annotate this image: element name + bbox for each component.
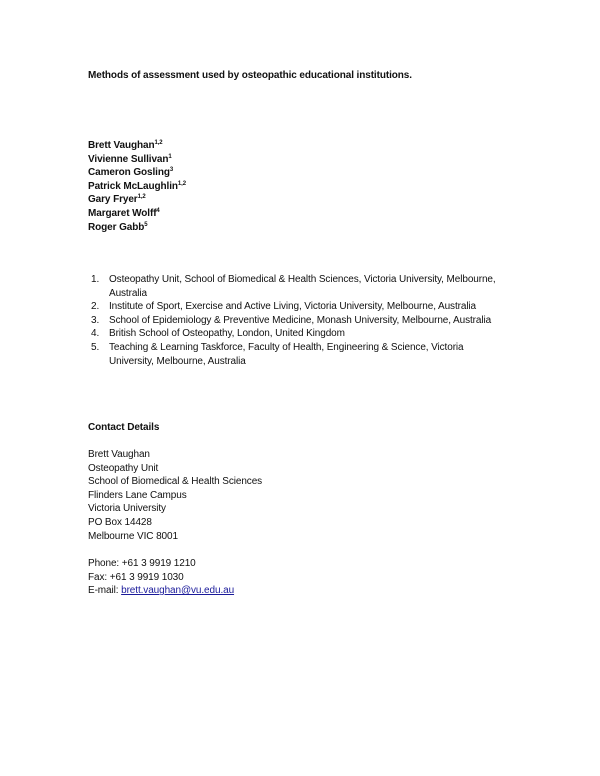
author-name: Cameron Gosling <box>88 167 170 179</box>
affiliation-text: Institute of Sport, Exercise and Active Living, Victoria University, Melbourne, Australia <box>109 301 477 313</box>
fax-label: Fax: <box>88 571 108 583</box>
affiliation-number: 1. <box>91 274 100 285</box>
affiliation-number: 5. <box>91 341 100 353</box>
affiliation-text: Teaching & Learning Taskforce, Faculty of Health, Engineering & Science, Victoria University, Melbourne, Australia <box>109 341 464 367</box>
author-affiliation-sup: 1 <box>168 153 172 160</box>
author-3 <box>88 166 186 180</box>
author-name: Roger Gabb <box>88 221 145 233</box>
author-affiliation-sup: 5 <box>144 221 148 228</box>
author-name: Patrick McLaughlin <box>88 180 178 192</box>
affiliation-text: British School of Osteopathy, London, United Kingdom <box>109 328 345 340</box>
phone-label: Phone: <box>88 558 120 569</box>
author-affiliation-sup: 3 <box>169 167 174 174</box>
contact-heading: Contact Details <box>88 422 160 433</box>
affiliation-item <box>88 300 498 314</box>
author-2 <box>88 153 186 167</box>
paper-title: Methods of assessment used by osteopathic educational institutions. <box>88 70 412 81</box>
affiliation-number: 2. <box>91 301 100 313</box>
author-affiliation-sup: 1,2 <box>177 180 186 187</box>
address-line: PO Box 14428 <box>88 516 152 528</box>
phone-row <box>88 557 234 571</box>
address-line: Osteopathy Unit <box>88 462 159 474</box>
affiliation-text: School of Epidemiology & Preventive Medicine, Monash University, Melbourne, Australia <box>109 314 492 326</box>
fax-number: +61 3 9919 1030 <box>109 571 184 583</box>
address-line: Melbourne VIC 8001 <box>88 530 178 542</box>
author-4 <box>88 180 186 194</box>
author-affiliation-sup: 1,2 <box>154 140 163 146</box>
author-name: Gary Fryer <box>88 194 138 206</box>
author-1 <box>88 139 186 153</box>
affiliation-item <box>88 314 498 328</box>
email-link[interactable]: brett.vaughan@vu.edu.au <box>121 585 235 597</box>
address-line: Flinders Lane Campus <box>88 489 187 501</box>
author-name: Margaret Wolff <box>88 207 157 219</box>
author-list <box>88 139 186 234</box>
author-5 <box>88 193 186 207</box>
contact-address <box>88 448 262 543</box>
address-line: School of Biomedical & Health Sciences <box>88 476 263 488</box>
contact-numbers <box>88 557 234 598</box>
affiliation-item <box>88 341 498 368</box>
affiliation-item <box>88 273 498 300</box>
author-name: Vivienne Sullivan <box>88 153 169 165</box>
author-7 <box>88 221 186 235</box>
fax-row <box>88 571 234 585</box>
address-line: Victoria University <box>88 503 166 515</box>
author-affiliation-sup: 4 <box>156 207 160 214</box>
affiliation-number: 3. <box>91 314 100 326</box>
affiliation-number: 4. <box>91 328 100 340</box>
affiliation-item <box>88 327 498 341</box>
affiliation-list <box>88 273 498 368</box>
author-name: Brett Vaughan <box>88 140 155 151</box>
phone-number: +61 3 9919 1210 <box>121 558 196 569</box>
address-line: Brett Vaughan <box>88 449 150 460</box>
email-row <box>88 584 234 598</box>
email-label: E-mail: <box>88 585 119 597</box>
affiliation-text: Osteopathy Unit, School of Biomedical & Health Sciences, Victoria University, Melbourne, Australia <box>109 274 496 299</box>
author-6 <box>88 207 186 221</box>
author-affiliation-sup: 1,2 <box>137 194 146 201</box>
